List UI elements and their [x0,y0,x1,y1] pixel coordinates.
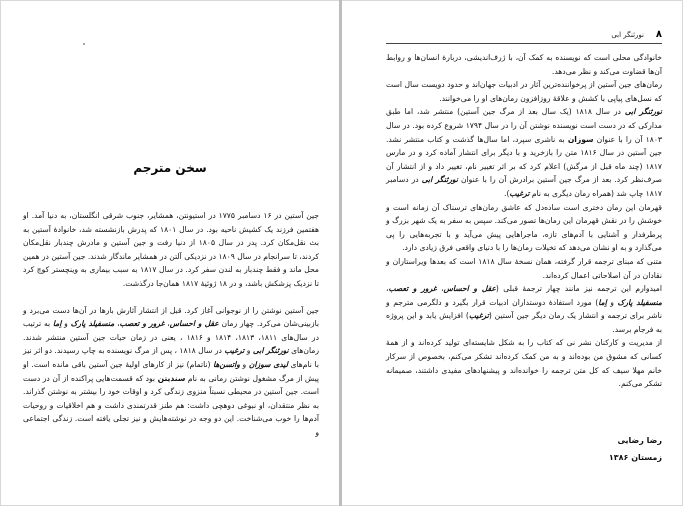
text-run: ) مورد استفادهٔ دوستداران ادبیات قرار بگیرد و دلگرمی مترجم و ناشر برای ترجمه و انتشار یک رمان دیگر جین آستین ( [386,297,662,321]
emphasized-title: ترغیب [468,311,489,321]
text-run: به ترتیب در سال‌های ۱۸۱۱، ۱۸۱۳، ۱۸۱۴ و ۱۸۱۶ ، یعنی در زمان حیات جین آستین منتشر شدند. رمان‌های [23,319,319,356]
text-run: رمان‌های جین آستین از پرخواننده‌ترین آثار در ادبیات جهان‌اند و حدود دویست سال است که نسل‌های پیاپی با کشش و علاقهٔ روزافزون رمان‌های او را می‌خوانند. [386,80,662,103]
text-run: خانوادگی محلی است که نویسنده به کمک آن، با ژرف‌اندیشی، دربارهٔ انسان‌ها و روابط آن‌ها قضاوت می‌کند و نظر می‌دهد. [386,53,662,76]
paragraph [386,51,662,78]
emphasized-title: لیدی سوزان [248,359,288,369]
bold-text: سوزان [567,134,594,144]
signature-name: رضا رضایی [617,436,662,445]
text-run: و [61,319,71,329]
paragraph [386,255,662,282]
text-run: در دسامبر ۱۸۱۷ چاپ شد (همراه رمان دیگری به نام [386,175,662,198]
emphasized-title: اِما [52,319,62,329]
paragraph [386,78,662,105]
text-run: ، [436,284,444,294]
emphasized-title: نورثنگر ابی [252,346,289,356]
text-run: از مدیریت و کارکنان نشر نی که کتاب را به شکل شایسته‌ای تولید کرده‌اند و از همهٔ کسانی که مشوق من بوده‌اند و به من کمک کرده‌اند تشکر می‌کنم، بخصوص از سرکار خانم مهلا سیف که کل متن ترجمه را خوانده‌اند و پیشنهادهای مفیدی داشتند، صمیمانه تشکر می‌کنم. [386,338,662,389]
emphasized-title: واتسن‌ها [213,359,240,369]
emphasized-title: منسفیلد پارک [617,297,662,307]
emphasized-title: ترغیب [509,188,530,198]
emphasized-title: ترغیب [224,346,245,356]
emphasized-title: عقل و احساس [169,319,219,329]
text-run: و [239,359,249,369]
signature-date: زمستان ۱۳۸۶ [608,453,662,462]
page-header [386,29,662,44]
text-run: در سال ۱۸۱۸ ، پس از مرگ نویسنده به چاپ رسیدند. دو اثر نیز با نام‌های [23,346,319,369]
paragraph [23,304,319,440]
paragraph [386,201,662,255]
right-page-body [386,51,662,391]
text-run: ). [504,188,510,198]
bold-text: سندیتن [157,373,186,383]
emphasized-title: غرور و تعصب [388,284,437,294]
paragraph [386,282,662,336]
emphasized-title: منسفیلد پارک [70,319,115,329]
paragraph [386,336,662,390]
signature-block [609,432,662,466]
emphasized-title: غرور و تعصب [119,319,165,329]
text-run: ، [386,284,389,294]
paragraph [23,209,319,291]
text-run: (ناتمام) نیز از کارهای اولیهٔ جین آستین باقی مانده است. او پیش از مرگ مشغول نوشتن رمانی به نام [23,359,319,383]
right-page [342,1,682,505]
text-run: جین آستین نوشتن را از نوجوانی آغاز کرد. قبل از انتشار آثارش بارها در آن‌ها دست می‌برد و بازبینی‌شان می‌کرد. چهار رمان [23,305,319,329]
emphasized-title: عقل و احساس [443,284,496,294]
left-page-body [23,209,319,440]
text-run: و [244,346,253,356]
text-run: در سال ۱۸۱۸ (یک سال بعد از مرگ جین آستین) منتشر شد، اما طبق مدارکی که در دست است نویسنده نوشتن آن را در سال ۱۷۹۴ شروع کرده بود. در سال ۱۸۰۳ آن را با عنوان [386,107,662,144]
page-number: ۸ [655,29,662,40]
text-run: ، [114,319,120,329]
emphasized-title: نورثنگر ابی [624,107,662,117]
running-title: نورثنگر ابی [611,31,644,39]
emphasized-title: نورثنگر ابی [421,175,458,185]
text-run: قهرمان این رمان دختری است ساده‌دل که عاشق رمان‌های ترسناک آن زمانه است و خوشش را در نقش قهرمان این رمان‌ها تصور می‌کند. سپس به سفر به یک شهر بزرگ و پرطرفدار و آشنایی با آدم‌های تازه، ماجراهایی پیش می‌آید و با تجربه‌هایی را پی می‌گذارد و به او نشان می‌دهد که تخیلات رمان‌ها را با دنیای واقعی فرق زیادی دارد. [386,202,662,253]
text-run: امیدوارم این ترجمه نیز مانند چهار ترجمهٔ قبلی ( [495,284,662,294]
left-page [1,1,339,505]
page-mark [83,43,85,45]
text-run: بود که قسمت‌هایی پراکنده از آن در دست است. جین آستین در محیطی نسبتاً منزوی زندگی کرد و اوقات خود را بیشتر به نوشتن گذراند. به نظر منتقدان، او نبوغی دوهچی داشت: هم طنز قدرتمندی داشت و هم اخلاقیات و روحیات آدم‌ها را خوب می‌شناخت. این دو وجه در نوشته‌هایش و نیز تجلی یافته است. زندگی اجتماعی و [23,373,319,437]
emphasized-title: اِما [598,297,607,307]
translator-preface-title: سخن مترجم [133,161,207,175]
text-run: به ناشری سپرد، اما سال‌ها گذشت و کتاب منتشر نشد. جین آستین در سال ۱۸۱۶ متن را بازخرید و با دیگر برای انتشار آماده کرد و در مارس ۱۸۱۷ (چند ماه قبل از مرگش) اعلام کرد که بر اثر تغییر نام، تغییر داد و از انتشار آن صرف‌نظر کرد. بعد از مرگ جین آستین برادرش آن را با عنوان [386,134,663,185]
text-run: ، [164,319,170,329]
text-run: و [606,297,618,307]
text-run: متنی که مبنای ترجمه قرار گرفته، همان نسخهٔ سال ۱۸۱۸ است که بعدها ویراستاران و نقادان در آن اصلاحاتی اعمال کرده‌اند. [386,256,662,280]
paragraph [386,105,662,200]
text-run: ) افزایش یابد و این پروژه به فرجام برسد. [386,311,662,334]
text-run: جین آستین در ۱۶ دسامبر ۱۷۷۵ در استیونتن، همشایر، جنوب شرقی انگلستان، به دنیا آمد. او هفتمین فرزند یک کشیش ناحیه بود. در سال ۱۸۰۱ که پدرش بازنشسته شد، خانوادهٔ آستین به بث نقل‌مکان کرد. پدر در سال ۱۸۰۵ از دنیا رفت و جین آستین و مادرش چندبار نقل‌مکان کردند، تا سرانجام در سال ۱۸۰۹ در نزدیکی آلتن در همشایر ماندگار شدند. جین آستین در همین محل ماند و فقط چندبار به لندن سفر کرد. در سال ۱۸۱۷ به سبب بیماری به وینچستر کوچ کرد تا نزدیک پزشکش باشد، و در ۱۸ ژوئیهٔ ۱۸۱۷ همان‌جا درگذشت. [23,211,320,288]
